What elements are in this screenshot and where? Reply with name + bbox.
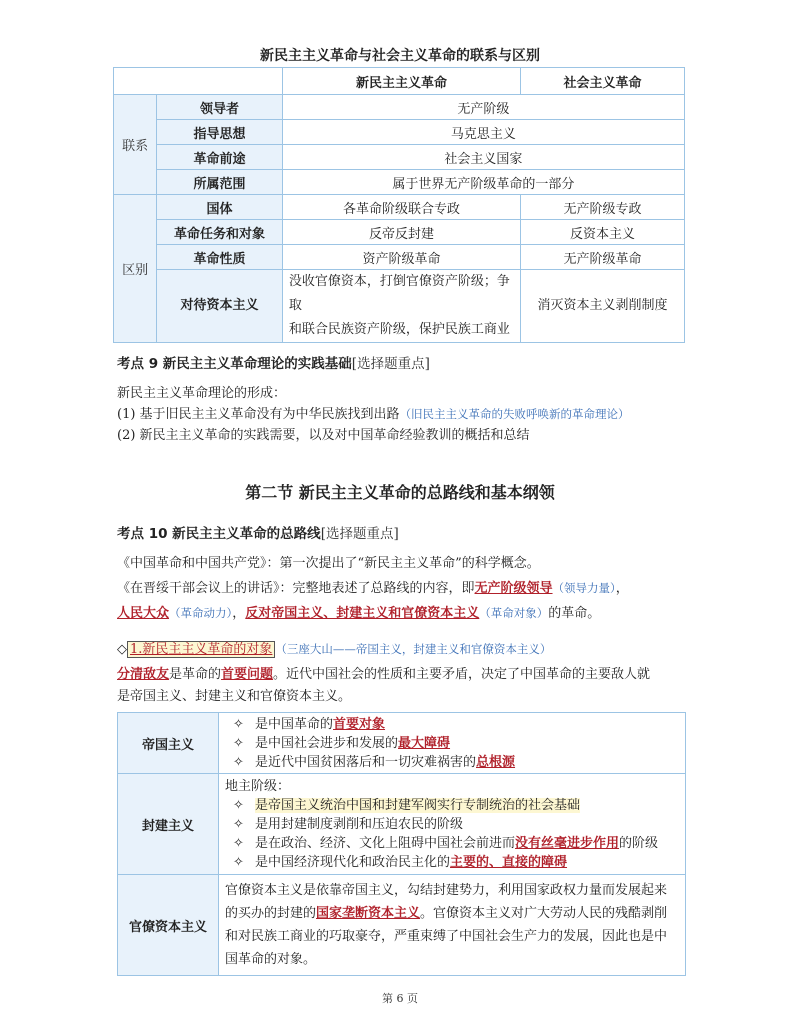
cell-line: 和联合民族资产阶级，保护民族工商业	[288, 322, 510, 337]
item-text: 是中国经济现代化和政治民主化的	[255, 854, 451, 870]
bureau-line: 和对民族工商业的巧取豪夺，严重束缚了中国社会生产力的发展，因此也是中	[225, 929, 668, 944]
kd10-line3-note1: （革命动力）	[169, 606, 233, 620]
table1-title: 新民主主义革命与社会主义革命的联系与区别	[260, 48, 540, 64]
obj-p1	[117, 664, 697, 686]
row-value: 社会主义国家	[282, 145, 684, 170]
item-text: 是中国社会进步和发展的	[255, 735, 399, 751]
page-number: 第 6 页	[382, 992, 418, 1005]
kd10-line3-sep: ，	[232, 606, 246, 621]
item-text: 是近代中国贫困落后和一切灾难祸害的	[255, 754, 477, 770]
kd10-heading	[117, 522, 399, 542]
label-feudalism: 封建主义	[118, 774, 219, 875]
obj-p1-b: 。近代中国社会的性质和主要矛盾，决定了中国革命的主要敌人就	[273, 667, 651, 682]
row-value: 马克思主义	[282, 120, 684, 145]
kd10-line2	[117, 576, 697, 601]
kd10-line2-red: 无产阶级领导	[474, 581, 553, 596]
label-bureaucratic: 官僚资本主义	[118, 875, 219, 976]
cell-soc: 无产阶级革命	[521, 245, 685, 270]
cell-new: 反帝反封建	[282, 220, 520, 245]
kd10-title: 考点 10 新民主主义革命的总路线	[117, 526, 321, 542]
kd10-line3	[117, 601, 697, 626]
row-label: 指导思想	[157, 120, 283, 145]
cell-new: 各革命阶级联合专政	[282, 195, 520, 220]
row-label: 革命性质	[157, 245, 283, 270]
item-text: 是在政治、经济、文化上阻碍中国社会前进而	[255, 835, 516, 851]
bureau-line: 官僚资本主义是依靠帝国主义，勾结封建势力，利用国家政权力量而发展起来	[225, 883, 668, 898]
row-label: 革命前途	[157, 145, 283, 170]
bureau-l2-a: 的买办的封建的	[225, 906, 317, 921]
diamond-icon: ✧	[233, 816, 244, 832]
diamond-icon: ✧	[233, 735, 244, 751]
cell-line: 没收官僚资本，打倒官僚资产阶级；争取	[288, 274, 510, 313]
cell-soc: 消灭资本主义剥削制度	[521, 270, 685, 343]
obj-p1-red1: 分清敌友	[117, 667, 170, 682]
diamond-icon: ✧	[233, 716, 244, 732]
obj-box: 1.新民主主义革命的对象	[127, 641, 275, 658]
row-label: 革命任务和对象	[157, 220, 283, 245]
kd9-item1-note: （旧民主主义革命的失败呼唤新的革命理论）	[399, 407, 630, 421]
kd10-line2-text: 《在晋绥干部会议上的讲话》：完整地表述了总路线的内容，即	[117, 581, 475, 596]
item-text: 是中国革命的	[255, 716, 334, 732]
diamond-icon: ✧	[233, 754, 244, 770]
diamond-icon: ✧	[233, 835, 244, 851]
section-title: 第二节 新民主主义革命的总路线和基本纲领	[245, 483, 555, 502]
diamond-icon: ✧	[233, 854, 244, 870]
kd9-title: 考点 9 新民主主义革命理论的实践基础	[117, 356, 352, 372]
label-imperialism: 帝国主义	[118, 713, 219, 774]
kd10-line2-end: ，	[615, 581, 629, 596]
comparison-table	[113, 67, 685, 343]
obj-heading	[117, 638, 551, 661]
bureau-line	[225, 902, 679, 925]
row-label: 领导者	[157, 95, 283, 120]
obj-p1-a: 是革命的	[169, 667, 222, 682]
feudalism-items	[219, 774, 686, 875]
imperialism-items	[219, 713, 686, 774]
item-red: 最大障碍	[398, 735, 451, 751]
bureau-l2-b: 。官僚资本主义对广大劳动人民的残酷剥削	[420, 906, 668, 921]
obj-p1-red2: 首要问题	[221, 667, 274, 682]
kd9-heading	[117, 352, 430, 372]
obj-note: （三座大山——帝国主义，封建主义和官僚资本主义）	[275, 642, 552, 656]
list-item	[225, 834, 679, 853]
obj-p2: 是帝国主义、封建主义和官僚资本主义。	[117, 689, 352, 704]
cell-new-multi	[282, 270, 520, 343]
kd9-tag: [选择题重点]	[351, 356, 430, 372]
cell-new: 资产阶级革命	[282, 245, 520, 270]
obj-para	[117, 664, 697, 708]
item-text: 是帝国主义统治中国和封建军阀实行专制统治的社会基础	[255, 797, 581, 813]
item-text: 是用封建制度剥削和压迫农民的阶级	[255, 816, 464, 832]
row-label: 所属范围	[157, 170, 283, 195]
bureaucratic-text	[219, 875, 686, 976]
feudalism-intro: 地主阶级：	[225, 778, 291, 794]
row-value: 无产阶级	[282, 95, 684, 120]
header-new: 新民主主义革命	[282, 68, 520, 95]
bureau-line: 国革命的对象。	[225, 952, 317, 967]
row-label: 国体	[157, 195, 283, 220]
enemies-table	[117, 712, 686, 976]
item-red: 总根源	[476, 754, 516, 770]
item-red: 没有丝毫进步作用	[515, 835, 620, 851]
list-item	[225, 796, 679, 815]
kd10-line1: 《中国革命和中国共产党》：第一次提出了“新民主主义革命”的科学概念。	[117, 556, 540, 571]
item-red: 首要对象	[333, 716, 386, 732]
item-post: 的阶级	[619, 835, 659, 851]
list-item	[225, 715, 679, 734]
item-red: 主要的、直接的障碍	[450, 854, 568, 870]
kd10-line3-end: 的革命。	[548, 606, 601, 621]
list-item	[225, 815, 679, 834]
group-qubie: 区别	[114, 195, 157, 343]
kd10-line3-red2: 反对帝国主义、封建主义和官僚资本主义	[245, 606, 480, 621]
group-lianxi: 联系	[114, 95, 157, 195]
row-label: 对待资本主义	[157, 270, 283, 343]
kd10-tag: [选择题重点]	[320, 526, 399, 542]
kd9-body	[117, 383, 630, 446]
header-soc: 社会主义革命	[521, 68, 685, 95]
list-item	[225, 753, 679, 772]
cell-soc: 反资本主义	[521, 220, 685, 245]
kd9-item2: (2) 新民主主义革命的实践需要，以及对中国革命经验教训的概括和总结	[117, 428, 530, 443]
row-value: 属于世界无产阶级革命的一部分	[282, 170, 684, 195]
header-blank	[114, 68, 283, 95]
list-item	[225, 853, 679, 872]
kd10-line3-note2: （革命对象）	[479, 606, 549, 620]
diamond-marker: ◇	[117, 642, 127, 657]
diamond-icon: ✧	[233, 797, 244, 813]
kd9-item1-text: (1) 基于旧民主主义革命没有为中华民族找到出路	[117, 407, 400, 422]
cell-soc: 无产阶级专政	[521, 195, 685, 220]
kd9-item1	[117, 404, 630, 425]
kd9-intro: 新民主主义革命理论的形成：	[117, 386, 287, 401]
bureau-l2-red: 国家垄断资本主义	[316, 906, 421, 921]
list-item	[225, 734, 679, 753]
kd10-body	[117, 551, 697, 626]
kd10-line3-red1: 人民大众	[117, 606, 170, 621]
kd10-line2-note: （领导力量）	[552, 581, 616, 595]
